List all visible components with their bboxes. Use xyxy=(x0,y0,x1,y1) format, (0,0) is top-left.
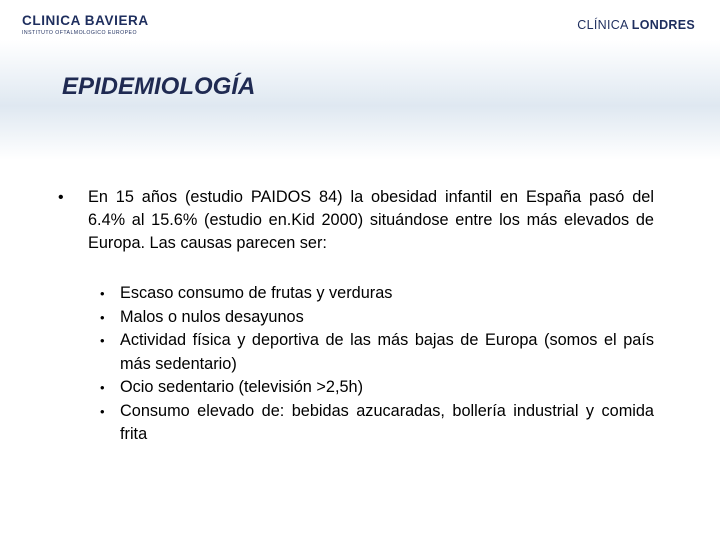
main-bullet-text: En 15 años (estudio PAIDOS 84) la obesidad infantil en España pasó del 6.4% al 15.6% (estudio en.Kid 2000) situándose entre los más elevados de Europa. Las causas parecen ser: xyxy=(88,188,654,252)
sub-bullet-item xyxy=(100,376,654,400)
sub-bullet-item xyxy=(100,329,654,376)
sub-bullet-text: Escaso consumo de frutas y verduras xyxy=(120,284,393,302)
logo-brand-text: CLINICA BAVIERA xyxy=(22,13,149,28)
sub-bullet-item xyxy=(100,306,654,330)
logo-subtitle-text: INSTITUTO OFTALMOLOGICO EUROPEO xyxy=(22,30,137,36)
sub-bullet-text: Consumo elevado de: bebidas azucaradas, bollería industrial y comida frita xyxy=(120,401,654,443)
logo-clinica-text: CLÍNICA xyxy=(577,18,628,32)
sub-bullet-marker: • xyxy=(100,309,105,325)
sub-bullet-marker: • xyxy=(100,403,105,419)
sub-bullet-text: Malos o nulos desayunos xyxy=(120,307,304,326)
sub-bullet-item xyxy=(100,400,654,447)
sub-bullet-marker: • xyxy=(100,286,105,301)
sub-bullet-marker: • xyxy=(100,380,105,395)
sub-bullet-text: Actividad física y deportiva de las más bajas de Europa (somos el país más sedentario) xyxy=(120,331,654,373)
clinica-baviera-logo xyxy=(22,14,149,37)
sub-bullet-text: Ocio sedentario (televisión >2,5h) xyxy=(120,378,363,396)
sub-bullet-marker: • xyxy=(100,333,105,348)
sub-bullet-list xyxy=(100,282,654,447)
slide-title: EPIDEMIOLOGÍA xyxy=(62,73,256,100)
clinica-londres-logo xyxy=(577,18,695,32)
logo-londres-text: LONDRES xyxy=(631,18,695,32)
main-bullet-marker: • xyxy=(58,189,64,206)
sub-bullet-item xyxy=(100,282,654,306)
